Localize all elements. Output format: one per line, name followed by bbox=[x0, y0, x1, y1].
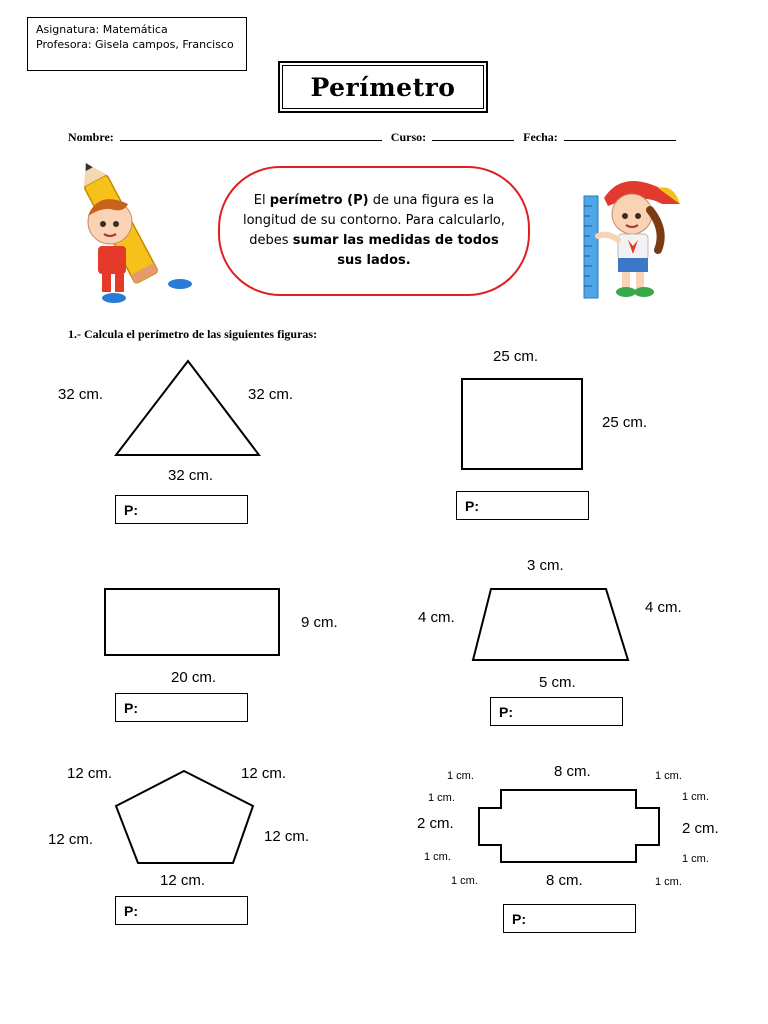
cross-top-right-outer-label: 1 cm. bbox=[655, 770, 682, 782]
cross-top-label: 8 cm. bbox=[554, 763, 591, 780]
cross-shape bbox=[479, 790, 659, 862]
triangle-left-label: 32 cm. bbox=[58, 386, 104, 403]
page-title: Perímetro bbox=[278, 61, 488, 113]
definition-rule: sumar las medidas de todos sus lados. bbox=[292, 233, 499, 268]
pentagon-shape bbox=[116, 771, 253, 863]
trapezoid-right-label: 4 cm. bbox=[645, 599, 682, 616]
trapezoid-answer-box[interactable] bbox=[490, 697, 623, 726]
teacher-text: Profesora: Gisela campos, Francisco bbox=[36, 38, 234, 51]
definition-term: perímetro (P) bbox=[269, 193, 369, 208]
pentagon-answer-box[interactable] bbox=[115, 896, 248, 925]
rectangle-right-label: 9 cm. bbox=[301, 614, 338, 631]
cross-answer-box[interactable] bbox=[503, 904, 636, 933]
cross-bottom-left-inner-label: 1 cm. bbox=[424, 851, 451, 863]
course-label: Curso: bbox=[390, 130, 427, 144]
answer-label: P: bbox=[499, 704, 513, 720]
answer-label: P: bbox=[124, 903, 138, 919]
answer-label: P: bbox=[512, 911, 526, 927]
triangle-shape bbox=[116, 361, 259, 455]
rectangle-bottom-label: 20 cm. bbox=[171, 669, 217, 686]
triangle-bottom-label: 32 cm. bbox=[168, 467, 214, 484]
pentagon-right-label: 12 cm. bbox=[264, 828, 310, 845]
exercise-instruction: 1.- Calcula el perímetro de las siguientes figuras: bbox=[68, 327, 318, 341]
cross-bottom-right-inner-label: 1 cm. bbox=[682, 853, 709, 865]
cross-top-left-outer-label: 1 cm. bbox=[447, 770, 474, 782]
square-right-label: 25 cm. bbox=[602, 414, 648, 431]
square-answer-box[interactable] bbox=[456, 491, 589, 520]
triangle-right-label: 32 cm. bbox=[248, 386, 294, 403]
cross-top-left-inner-label: 1 cm. bbox=[428, 792, 455, 804]
answer-label: P: bbox=[124, 502, 138, 518]
name-label: Nombre: bbox=[68, 130, 114, 144]
rectangle-answer-box[interactable] bbox=[115, 693, 248, 722]
pentagon-top-right-label: 12 cm. bbox=[241, 765, 287, 782]
date-label: Fecha: bbox=[523, 130, 558, 144]
cross-right-label: 2 cm. bbox=[682, 820, 719, 837]
subject-text: Asignatura: Matemática bbox=[36, 23, 168, 36]
trapezoid-top-label: 3 cm. bbox=[527, 557, 564, 574]
triangle-answer-box[interactable] bbox=[115, 495, 248, 524]
trapezoid-shape bbox=[473, 589, 628, 660]
answer-label: P: bbox=[124, 700, 138, 716]
answer-label: P: bbox=[465, 498, 479, 514]
definition-part-1: El bbox=[253, 193, 270, 208]
square-top-label: 25 cm. bbox=[493, 348, 539, 365]
pentagon-top-left-label: 12 cm. bbox=[67, 765, 113, 782]
cross-bottom-right-outer-label: 1 cm. bbox=[655, 876, 682, 888]
definition-part-2: de una figura es la longitud de su contorno. Para calcularlo, debes bbox=[242, 193, 506, 248]
cross-bottom-left-outer-label: 1 cm. bbox=[451, 875, 478, 887]
trapezoid-bottom-label: 5 cm. bbox=[539, 674, 576, 691]
rectangle-shape bbox=[105, 589, 279, 655]
cross-bottom-label: 8 cm. bbox=[546, 872, 583, 889]
pentagon-left-label: 12 cm. bbox=[48, 831, 94, 848]
pentagon-bottom-label: 12 cm. bbox=[160, 872, 206, 889]
square-shape bbox=[462, 379, 582, 469]
cross-left-label: 2 cm. bbox=[417, 815, 454, 832]
cross-top-right-inner-label: 1 cm. bbox=[682, 791, 709, 803]
trapezoid-left-label: 4 cm. bbox=[418, 609, 455, 626]
